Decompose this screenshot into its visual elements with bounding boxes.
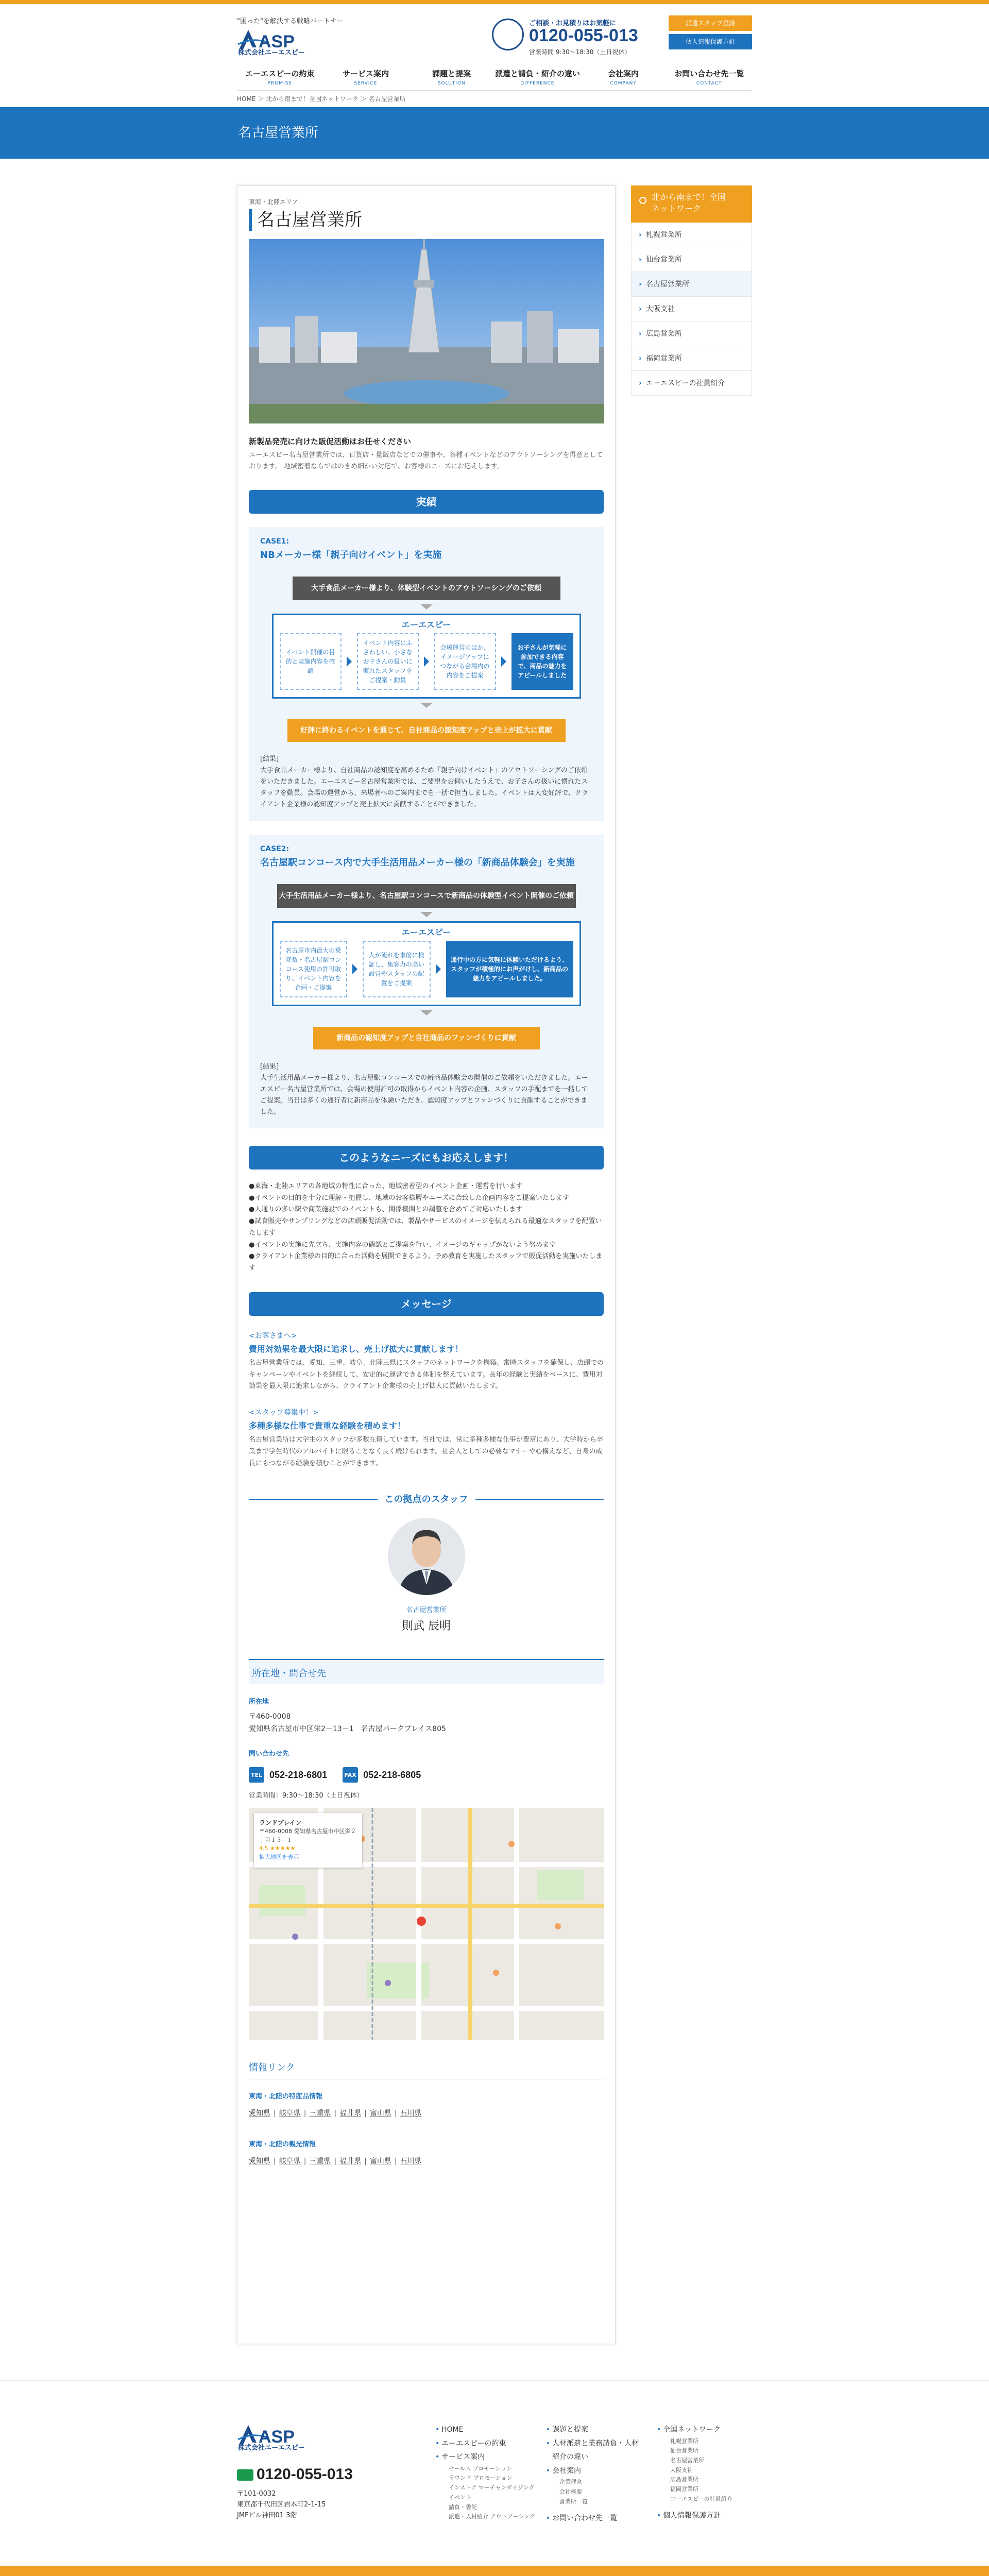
results-heading: 実績 [249,490,604,514]
footer-link[interactable]: • 全国ネットワーク [657,2423,732,2437]
right-arrow-icon [352,964,357,974]
tel-number[interactable]: 0120-055-013 [529,26,638,45]
footer-link[interactable]: • 人材派遣と業務請負・人材紹介の違い [546,2437,644,2464]
link-item[interactable]: 三重県 [309,2157,331,2166]
down-arrow-icon [420,1010,433,1015]
logo-tagline: "困った"を解決する戦略パートナー [237,18,344,25]
flow-provider: エーエスピー [401,927,451,937]
case-summary: 大手生活用品メーカー様より、名古屋駅コンコースでの新商品体験会の開催のご依頼をいただきました。エーエスピー名古屋営業所では、会場の使用許可の取得からイベント内容の企画、スタッフの手配までを一括してご提案。当日は多くの通行者に新商品を体験いただき、認知度アップとファンづくりに貢献することができました。 [260,1074,588,1116]
down-arrow-icon [420,912,433,917]
page-title: 名古屋営業所 [238,125,319,141]
right-arrow-icon [424,656,429,667]
link-item[interactable]: 石川県 [400,2109,422,2118]
footer-link[interactable]: • 個人情報保護方針 [657,2509,732,2523]
page-title-bar [0,107,989,159]
case-result: 新商品の認知度アップと自社商品のファンづくりに貢献 [313,1027,540,1049]
footer-sublink[interactable]: イベント [449,2494,471,2501]
footer-sublink[interactable]: 福岡営業所 [670,2486,698,2493]
office-hours: 営業時間：9:30～18:30（土日祝休） [249,1792,364,1800]
links-heading: 情報リンク [249,2060,604,2079]
svg-text:株式会社エーエスピー: 株式会社エーエスピー [238,49,305,56]
footer-address: 〒101-0032 東京都千代田区岩本町2-1-15 JMFビル神田01 3階 [237,2490,326,2519]
nav-service[interactable]: サービス案内 SERVICE [343,69,389,86]
footer-tel[interactable]: 0120-055-013 [237,2466,353,2483]
flow-step-final: 通行中の方に気軽に体験いただけるよう、スタッフが積極的にお声がけし、新商品の魅力をアピールしました。 [446,941,573,997]
top-accent-bar [0,0,989,4]
sidebar-title: 北から南まで！全国ネットワーク [631,185,752,223]
right-arrow-icon [501,656,506,667]
svg-text:ASP: ASP [259,32,295,52]
nav-difference[interactable]: 派遣と請負・紹介の違い DIFFERENCE [494,69,580,86]
footer-sublink[interactable]: 名古屋営業所 [670,2456,704,2464]
tel-label: ご相談・お見積りはお気軽に [529,20,617,27]
sidebar-item-sapporo[interactable]: › 札幌営業所 [631,223,752,247]
address: 〒460-0008 愛知県名古屋市中区栄2－13－1 名古屋パークプレイス805 [249,1713,446,1734]
flow-provider: エーエスピー [401,620,451,630]
sidebar-item-fukuoka[interactable]: › 福岡営業所 [631,346,752,371]
footer-link[interactable]: • お問い合わせ先一覧 [546,2512,644,2526]
breadcrumb[interactable]: HOME ＞ 北から南まで！全国ネットワーク ＞ 名古屋営業所 [237,95,406,103]
case-title: NBメーカー様「親子向けイベント」を実施 [260,550,442,561]
links-label: 東海・北陸の特産品情報 [249,2093,323,2101]
footer-col-2 [546,2423,644,2526]
asp-logo[interactable] [237,27,335,56]
tel-item[interactable]: TEL 052-218-6801 [249,1767,327,1783]
message-text: 名古屋営業所では、愛知、三重、岐阜、北陸三県にスタッフのネットワークを構築。常時スタッフを確保し、店頭でのキャンペーンやイベントを継続して、安定的に運営できる体制を整えています。長年の経験と実績をベースに、費用対効果を最大限に追求しながら、クライアント企業様の売上げ拡大に貢献いたします。 [249,1359,604,1391]
link-item[interactable]: 福井県 [339,2109,362,2118]
footer-col-1 [435,2423,535,2522]
link-item[interactable]: 愛知県 [249,2109,270,2118]
staff-register-button[interactable]: 派遣スタッフ登録 [669,15,752,31]
map-enlarge-link[interactable]: 拡大地図を表示 [259,1853,299,1860]
nav-promise[interactable]: エーエスピーの約束 PROMISE [245,69,315,86]
footer-link[interactable]: • HOME [435,2423,535,2437]
case-summary-label: [結果] [260,1062,279,1071]
link-item[interactable]: 愛知県 [249,2157,270,2166]
svg-text:ASP: ASP [259,2427,295,2447]
footer-sublink[interactable]: エーエスピーの社員紹介 [670,2495,732,2502]
site-header [237,4,752,61]
map-info-card: ランドプレイン 〒460-0008 愛知県名古屋市中区栄２丁目１３−１ 4.5 ★★★★★ 拡大地図を表示 [254,1813,362,1868]
down-arrow-icon [420,604,433,609]
message-title: 多種多様な仕事で貴重な経験を積めます！ [249,1421,406,1431]
sidebar-item-hiroshima[interactable]: › 広島営業所 [631,321,752,346]
lead-text: エーエスピー名古屋営業所では、百貨店・量販店などでの催事や、各種イベントなどのアウトソーシングを得意としております。 地域密着ならではのきめ細かい対応で、お客様のニーズにお応えします。 [249,451,603,471]
tel-hours: 営業時間 9:30～18:30（土日祝休） [529,48,631,56]
svg-text:株式会社エーエスピー: 株式会社エーエスピー [238,2444,305,2451]
sidebar-item-osaka[interactable]: › 大阪支社 [631,297,752,321]
needs-item: ●東海・北陸エリアの各地域の特性に合った、地域密着型のイベント企画・運営を行います [249,1182,523,1190]
right-arrow-icon [436,964,441,974]
site-footer [0,2380,989,2576]
needs-item: ●イベントの目的を十分に理解・把握し、地域のお客様層やニーズに合致した企画内容をご提案いたします [249,1194,569,1202]
case-summary-label: [結果] [260,755,279,764]
flow-step: 名古屋市内最大の乗降数・名古屋駅コンコース使用の許可取り、イベント内容を企画・ご提案 [280,941,348,997]
message-title: 費用対効果を最大限に追求し、売上げ拡大に貢献します！ [249,1344,464,1354]
staff-heading: この拠点のスタッフ [249,1492,604,1506]
footer-link[interactable]: • エーエスピーの約束 [435,2437,535,2451]
case-result: 好評に終わるイベントを通じて、自社商品の認知度アップと売上が拡大に貢献 [287,719,566,742]
message-text: 名古屋営業所は大学生のスタッフが多数在籍しています。当社では、常に多種多様な仕事が豊富にあり、大学時から卒業まで学生時代のアルバイトに限ることなく長く続けられます。社会人としての必要なマナーや心構えなど、自身の成長にもつながる経験を積むことができます。 [249,1436,603,1467]
quality-badge-icon [492,19,524,50]
footer-sublink[interactable]: 請負・委託 [449,2503,477,2511]
links-row: 愛知県 | 岐阜県 | 三重県 | 福井県 | 富山県 | 石川県 [249,2157,422,2166]
case-1 [249,527,604,821]
flow-step: 会場運営のほか、イメージアップにつながる会場内の内容をご提案 [434,633,496,690]
sidebar-item-staff[interactable]: › エーエスピーの社員紹介 [631,371,752,396]
right-arrow-icon [347,656,352,667]
phone-numbers [249,1767,604,1783]
message-heading: メッセージ [249,1292,604,1316]
footer-sublink[interactable]: 企業理念 [559,2479,582,2486]
message-tag: <スタッフ募集中！> [249,1409,319,1417]
contact-label: 問い合わせ先 [249,1750,289,1758]
case-flow [272,614,581,699]
link-item[interactable]: 石川県 [400,2157,422,2166]
staff-role: 名古屋営業所 [406,1606,447,1615]
case-number: CASE1: [260,537,289,546]
footer-sublink[interactable]: 札幌営業所 [670,2437,698,2445]
needs-item: ●クライアント企業様の目的に合った活動を展開できるよう、予め教育を実施したスタッフで販促活動を実施いたします [249,1252,603,1273]
footer-link[interactable]: • 課題と提案 [546,2423,644,2437]
footer-sublink[interactable]: インストア マーチャンダイジング [449,2484,535,2492]
case-request: 大手生活用品メーカー様より、名古屋駅コンコースで新商品の体験型イベント開催のご依頼 [277,884,576,908]
phone-icon: TEL [249,1767,264,1783]
flow-step: 人が流れを事前に検証し、集客力の高い設営やスタッフの配置をご提案 [363,941,431,997]
case-2 [249,835,604,1128]
sidebar-item-nagoya[interactable]: › 名古屋営業所 [631,272,752,297]
nav-contact[interactable]: お問い合わせ先一覧 CONTACT [674,69,744,86]
down-arrow-icon [420,703,433,708]
footer-sublink[interactable]: セールス プロモーション [449,2465,512,2472]
link-item[interactable]: 三重県 [309,2109,331,2118]
footer-sublink[interactable]: 仙台営業所 [670,2447,698,2454]
footer-logo[interactable] [237,2422,335,2451]
needs-item: ●試食販売やサンプリングなどの店頭販促活動では、製品やサービスのイメージを伝えられる最適なスタッフを配置いたします [249,1217,602,1237]
case-request: 大手食品メーカー様より、体験型イベントのアウトソーシングのご依頼 [293,577,560,600]
main-content [237,185,616,2344]
footer-link[interactable]: • サービス案内 [435,2450,535,2464]
sidebar [631,185,752,396]
person-icon [388,1518,465,1595]
link-item[interactable]: 福井県 [339,2157,362,2166]
nagoya-city-photo [249,239,604,423]
flow-step-final: お子さんが気軽に参加できる内容で、商品の魅力をアピールしました [511,633,573,690]
footer-sublink[interactable]: 大阪支社 [670,2466,693,2473]
case-title: 名古屋駅コンコース内で大手生活用品メーカー様の「新商品体験会」を実施 [260,857,575,868]
nav-solution[interactable]: 課題と提案 SOLUTION [432,69,471,86]
office-region: 東海・北陸エリア [249,198,299,206]
staff-avatar [388,1518,465,1595]
address-label: 所在地 [249,1698,269,1706]
case-summary: 大手食品メーカー様より、自社商品の認知度を高めるため「親子向けイベント」のアウトソーシングのご依頼をいただきました。エーエスピー名古屋営業所では、ご要望をお伺いしたうえで、お子さんの扱いに慣れたスタッフを動員。会場の運営から、来場者へのご案内までを一括で担当しました。イベントは大変好評で、クライアント企業様の認知度アップと売上拡大に貢献することができました。 [260,767,588,809]
footer-col-3 [657,2423,732,2523]
link-item[interactable]: 岐阜県 [279,2109,301,2118]
freedial-icon [237,2469,253,2481]
message-tag: <お客さまへ> [249,1331,297,1340]
fax-item: FAX 052-218-6805 [343,1767,421,1783]
case-flow [272,921,581,1006]
links-label: 東海・北陸の観光情報 [249,2141,316,2149]
case-number: CASE2: [260,844,289,853]
needs-item: ●イベントの実施に先立ち、実施内容の確認とご提案を行い、イメージのギャップがないよう努めます [249,1241,556,1249]
global-nav [237,61,752,91]
footer-link[interactable]: • 会社案内 [546,2464,644,2478]
google-map[interactable] [249,1808,604,2040]
link-item[interactable]: 富山県 [369,2109,391,2118]
access-heading: 所在地・問合せ先 [249,1659,604,1684]
sidebar-item-sendai[interactable]: › 仙台営業所 [631,247,752,272]
needs-heading: このようなニーズにもお応えします！ [249,1146,604,1170]
footer-sublink[interactable]: 会社概要 [559,2488,582,2496]
flow-step: イベント開催の目的と実施内容を確認 [280,633,342,690]
needs-item: ●人通りの多い駅や商業施設でのイベントも、関係機関との調整を含めてご対応いたします [249,1206,523,1214]
privacy-policy-button[interactable]: 個人情報保護方針 [669,34,752,49]
fax-icon: FAX [343,1767,358,1783]
header-tel [492,15,662,57]
link-item[interactable]: 岐阜県 [279,2157,301,2166]
footer-sublink[interactable]: ラウンド プロモーション [449,2475,513,2482]
copyright-bar [0,2566,989,2576]
links-row: 愛知県 | 岐阜県 | 三重県 | 福井県 | 富山県 | 石川県 [249,2109,422,2118]
staff-name: 則武 辰明 [402,1620,451,1633]
footer-sublink[interactable]: 営業所一覧 [559,2498,588,2505]
link-item[interactable]: 富山県 [369,2157,391,2166]
lead-heading: 新製品発売に向けた販促活動はお任せください [249,437,412,446]
footer-sublink[interactable]: 派遣・人材紹介 アウトソーシング [449,2513,535,2520]
footer-sublink[interactable]: 広島営業所 [670,2476,698,2483]
office-title: 名古屋営業所 [249,209,604,231]
needs-list [249,1181,604,1275]
nav-company[interactable]: 会社案内 COMPANY [608,69,639,86]
flow-step: イベント内容にふさわしい、小さなお子さんの扱いに慣れたスタッフをご提案・動員 [357,633,419,690]
